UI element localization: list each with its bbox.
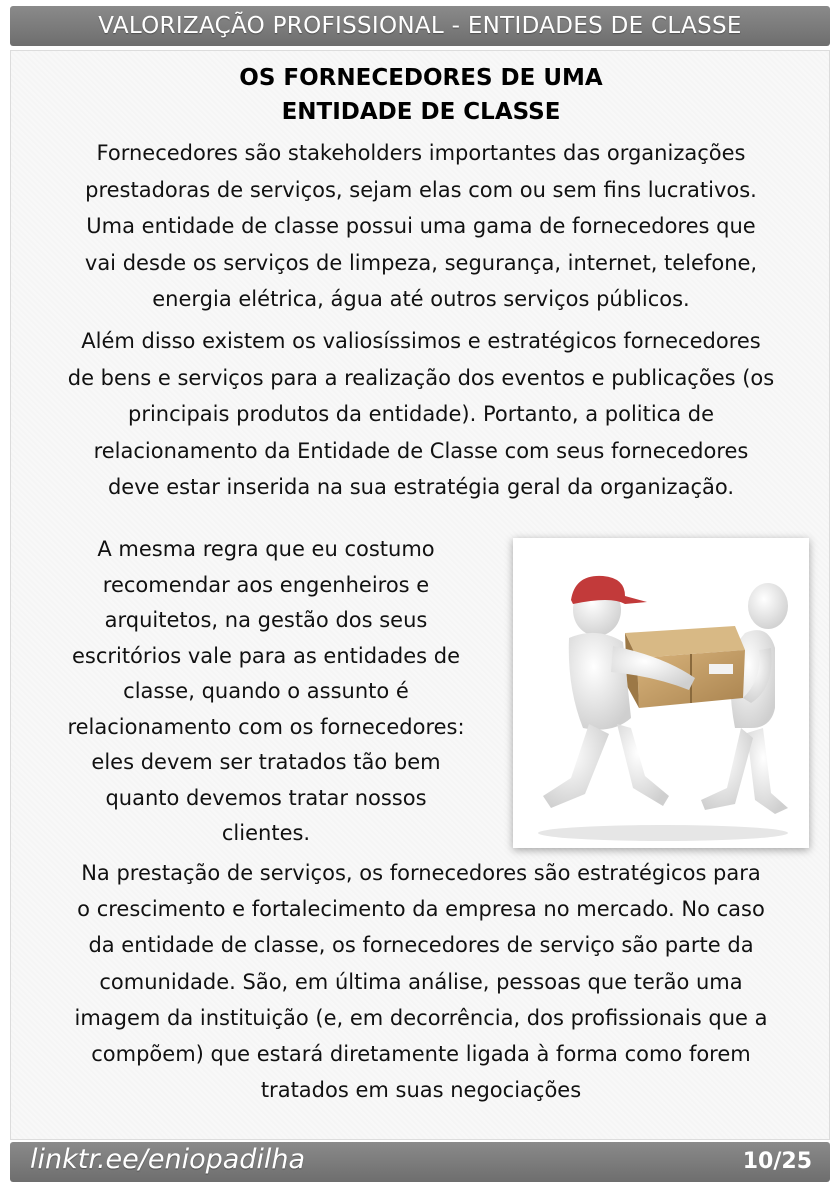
content-panel	[10, 50, 830, 1140]
paragraph-line: quanto devemos tratar nossos	[105, 785, 427, 810]
paragraph-line: tratados em suas negociações	[260, 1078, 582, 1103]
paragraph-line: prestadoras de serviços, sejam elas com ou sem fins lucrativos.	[85, 177, 757, 202]
paragraph-line: de bens e serviços para a realização dos eventos e publicações (os	[67, 365, 775, 390]
paragraph-1	[11, 135, 831, 318]
header-bar	[10, 6, 830, 46]
paragraph-3	[27, 532, 505, 852]
paragraph-line: Além disso existem os valiosíssimos e estratégicos fornecedores	[81, 329, 761, 353]
paragraph-line: comunidade. São, em última análise, pessoas que terão uma	[99, 969, 743, 994]
article-title	[11, 61, 831, 129]
footer-bar	[10, 1142, 830, 1182]
title-line-2: ENTIDADE DE CLASSE	[281, 99, 561, 125]
paragraph-line: deve estar inserida na sua estratégia geral da organização.	[107, 475, 735, 499]
footer-link[interactable]: linktr.ee/eniopadilha	[30, 1144, 306, 1175]
paragraph-line: Uma entidade de classe possui uma gama de fornecedores que	[86, 214, 756, 238]
paragraph-line: da entidade de classe, os fornecedores de serviço são parte da	[88, 933, 754, 958]
paragraph-line: A mesma regra que eu costumo	[97, 537, 435, 561]
paragraph-line: recomendar aos engenheiros e	[102, 572, 430, 597]
paragraph-line: eles devem ser tratados tão bem	[91, 750, 441, 774]
figures-carrying-box-image	[513, 538, 809, 848]
paragraph-line: escritórios vale para as entidades de	[71, 643, 461, 668]
paragraph-line: o crescimento e fortalecimento da empresa no mercado. No caso	[77, 897, 765, 922]
paragraph-line: vai desde os serviços de limpeza, segurança, internet, telefone,	[84, 250, 758, 275]
delivery-illustration	[513, 538, 809, 848]
paragraph-4	[11, 855, 831, 1108]
paragraph-line: relacionamento com os fornecedores:	[67, 714, 465, 739]
paragraph-line: Na prestação de serviços, os fornecedores são estratégicos para	[81, 861, 761, 885]
paragraph-line: imagem da instituição (e, em decorrência, dos profissionais que a	[74, 1005, 768, 1030]
paragraph-line: classe, quando o assunto é	[123, 679, 409, 703]
title-line-1: OS FORNECEDORES DE UMA	[239, 65, 603, 91]
header-title: VALORIZAÇÃO PROFISSIONAL - ENTIDADES DE CLASSE	[98, 13, 742, 39]
paragraph-line: clientes.	[221, 821, 311, 845]
paragraph-line: energia elétrica, água até outros serviços públicos.	[152, 287, 690, 311]
paragraph-line: arquitetos, na gestão dos seus	[104, 608, 428, 632]
paragraph-line: relacionamento da Entidade de Classe com seus fornecedores	[93, 438, 749, 463]
paragraph-line: principais produtos da entidade). Portanto, a politica de	[127, 402, 715, 426]
paragraph-line: compõem) que estará diretamente ligada à forma como forem	[91, 1042, 751, 1067]
page-number: 10/25	[742, 1149, 812, 1174]
paragraph-2	[11, 323, 831, 506]
paragraph-line: Fornecedores são stakeholders importantes das organizações	[96, 141, 746, 165]
